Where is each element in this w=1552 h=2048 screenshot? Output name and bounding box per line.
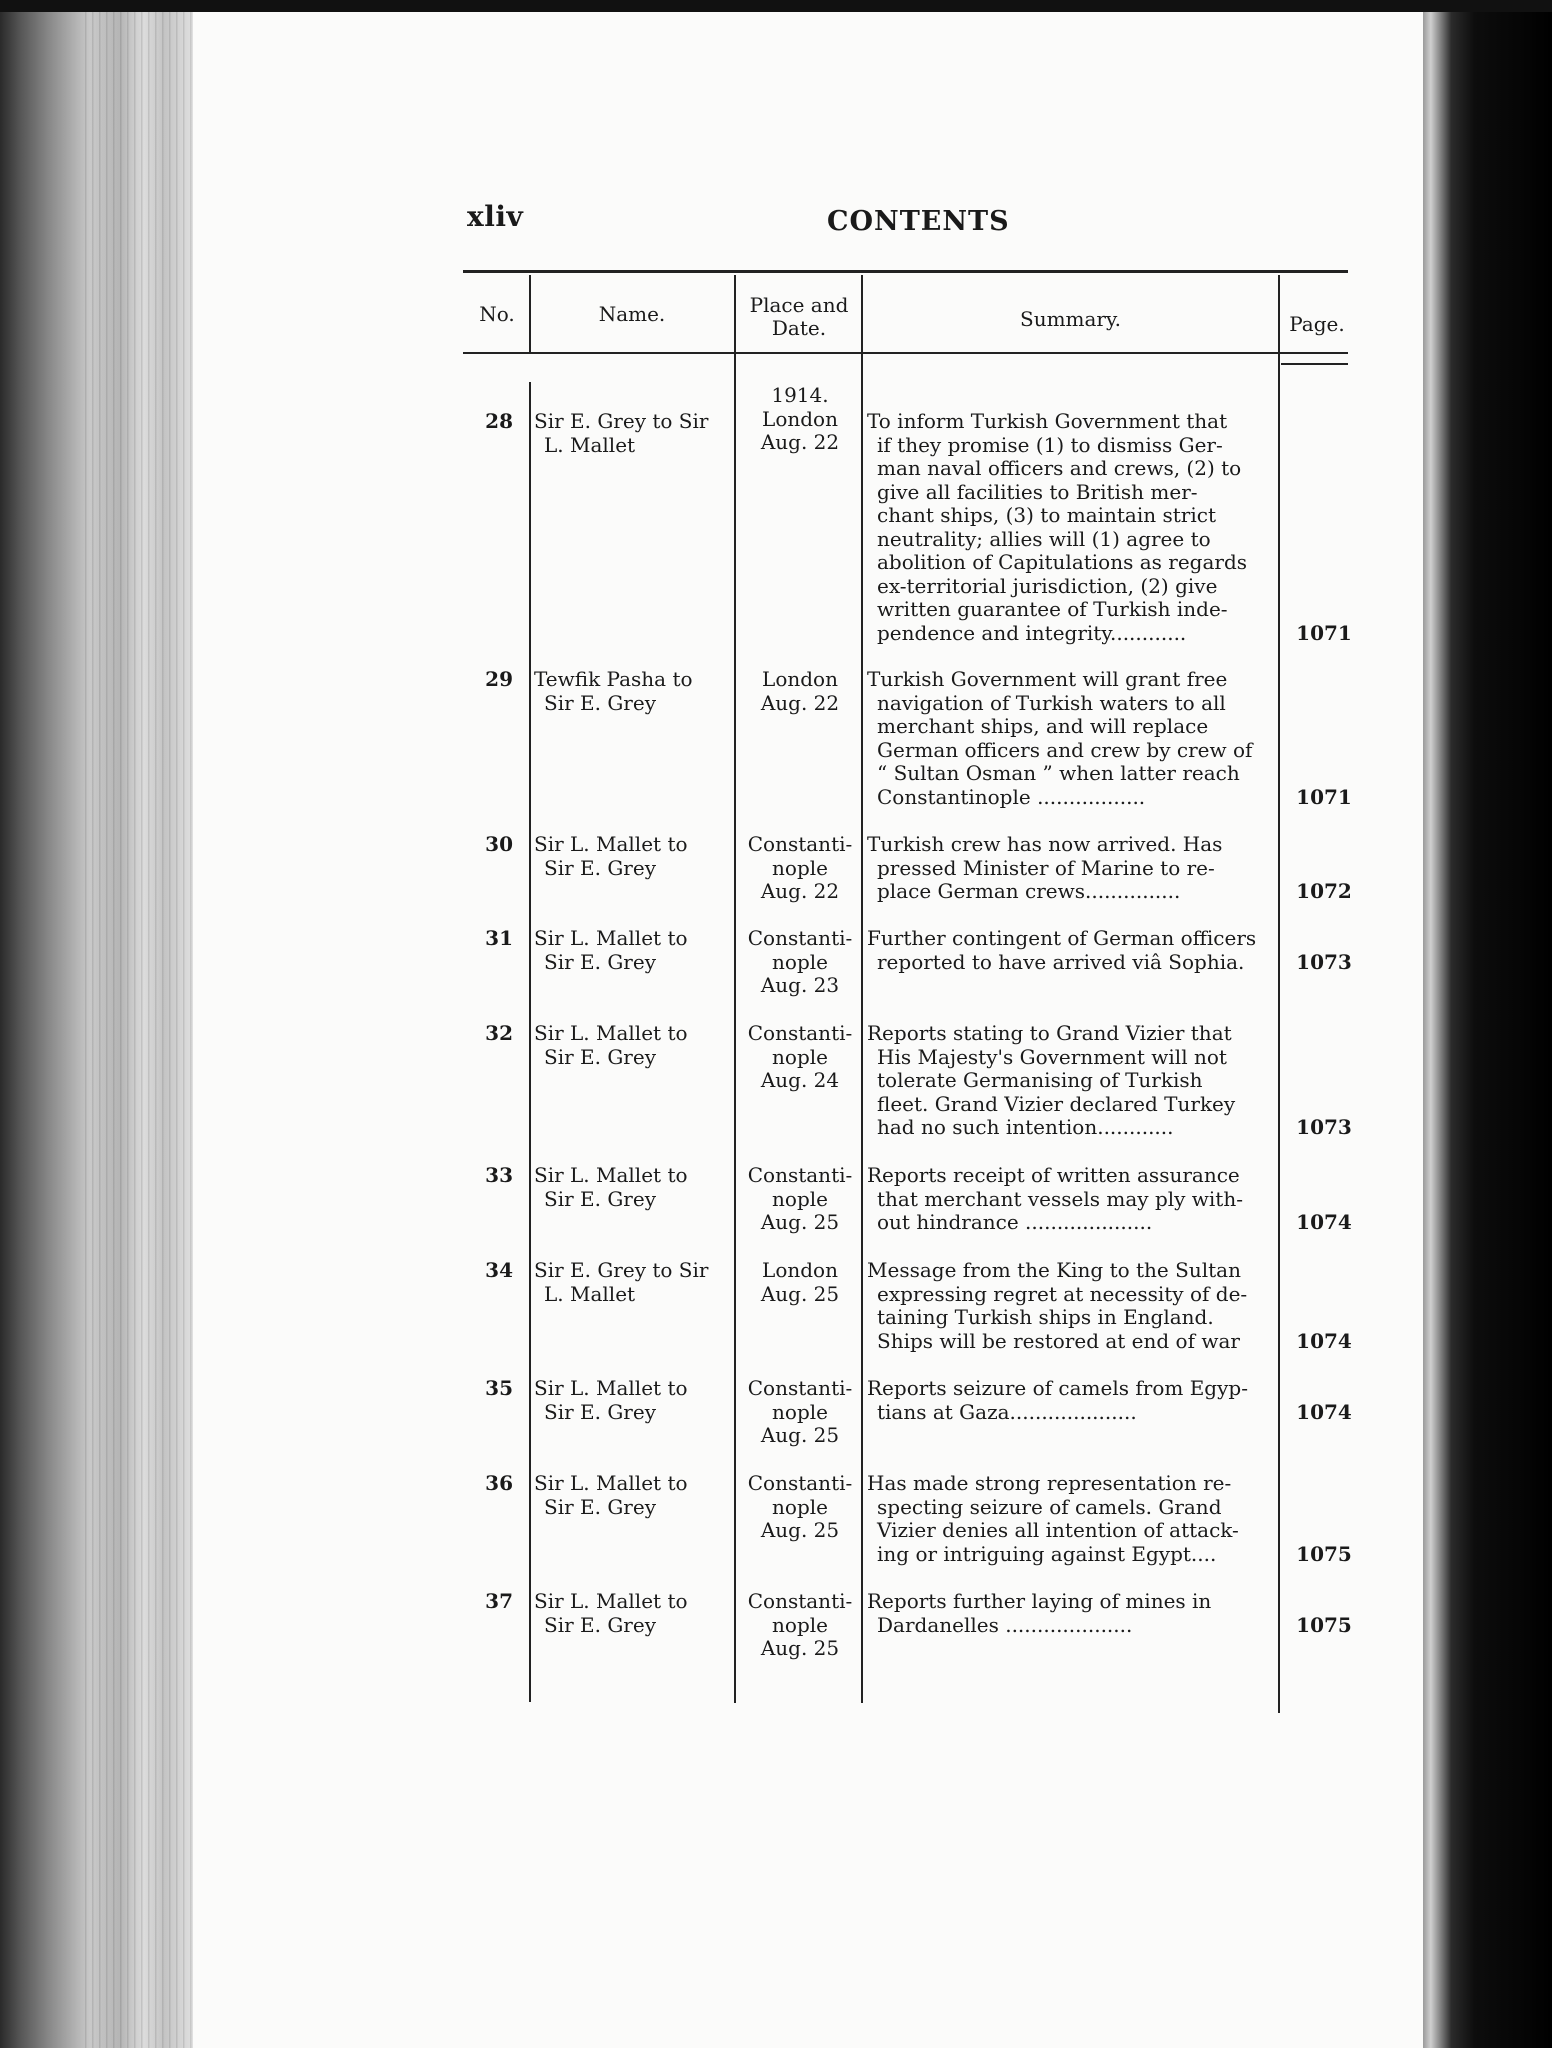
entry-number: 33 — [485, 1163, 513, 1187]
scan-border-top — [0, 0, 1552, 12]
entry-name-line: Sir E. Grey — [544, 1612, 657, 1637]
entry-summary-line: fleet. Grand Vizier declared Turkey — [877, 1092, 1236, 1116]
entry-place-date — [740, 1022, 860, 1093]
entry-place-date-line: nople — [772, 1494, 828, 1519]
entry-name — [534, 1022, 734, 1069]
entry-summary-line: To inform Turkish Government that — [867, 410, 1228, 433]
column-header-page: Page. — [1289, 312, 1345, 336]
entry-summary-line: out hindrance .................... — [877, 1211, 1153, 1234]
entry-summary-line: ex-territorial jurisdiction, (2) give — [877, 574, 1218, 598]
entry-place-date — [740, 668, 860, 715]
entry-name-line: Sir E. Grey — [544, 1494, 657, 1519]
entry-name-line: Sir E. Grey — [544, 690, 657, 715]
entry-place-date-line: nople — [772, 949, 828, 974]
entry-place-date-line: Constanti- — [747, 832, 853, 856]
entry-name-line: Sir E. Grey to Sir — [534, 409, 709, 433]
column-divider — [861, 275, 863, 1703]
scan-shadow-right — [1423, 0, 1552, 2048]
page-edge-lines — [85, 0, 195, 2048]
entry-place-date-line: nople — [772, 855, 828, 880]
entry-summary-line: pressed Minister of Marine to re- — [877, 856, 1215, 880]
entry-number: 36 — [485, 1471, 513, 1495]
entry-place-date — [740, 1259, 860, 1306]
entry-number: 30 — [485, 832, 513, 856]
entry-place-date-line: Constanti- — [747, 926, 853, 950]
entry-place-date — [740, 1590, 860, 1661]
entry-place-date-line: Aug. 25 — [760, 1281, 840, 1306]
entry-summary-line: Message from the King to the Sultan — [867, 1259, 1241, 1282]
entry-summary-line: reported to have arrived viâ Sophia. — [877, 950, 1245, 974]
column-header-place-date-line1: Place and — [749, 293, 849, 317]
entry-summary-line: written guarantee of Turkish inde- — [877, 598, 1228, 621]
entry-summary — [867, 833, 1270, 904]
entry-number: 37 — [485, 1589, 513, 1613]
entry-page: 1074 — [1296, 1399, 1352, 1424]
header-bottom-rule-double — [1281, 363, 1348, 365]
entry-summary-line: that merchant vessels may ply with- — [877, 1187, 1243, 1211]
table-top-rule — [463, 270, 1348, 273]
entry-summary-line: Vizier denies all intention of attack- — [877, 1519, 1239, 1542]
entry-place-date-line: Constanti- — [747, 1471, 853, 1495]
entry-summary-line: Reports stating to Grand Vizier that — [867, 1022, 1232, 1045]
entry-place-date-line: London — [762, 406, 838, 431]
entry-place-date-line: Constanti- — [747, 1376, 853, 1400]
entry-place-date-line: Constanti- — [747, 1163, 853, 1187]
entry-name — [534, 410, 734, 457]
entry-place-date-line: Aug. 25 — [760, 1423, 840, 1447]
entry-name-line: Sir L. Mallet to — [534, 1021, 688, 1045]
entry-summary-line: Has made strong representation re- — [867, 1472, 1232, 1495]
entry-summary-line: navigation of Turkish waters to all — [877, 691, 1226, 715]
entry-summary-line: Reports seizure of camels from Egyp- — [867, 1377, 1248, 1400]
entry-name-line: Sir E. Grey — [544, 949, 657, 974]
entry-name-line: Sir E. Grey — [544, 1044, 657, 1069]
entry-place-date — [740, 833, 860, 904]
entry-name — [534, 1164, 734, 1211]
entry-summary-line: tolerate Germanising of Turkish — [877, 1069, 1203, 1092]
entry-summary-line: abolition of Capitulations as regards — [877, 551, 1248, 574]
entry-summary-line: tians at Gaza.................... — [877, 1400, 1137, 1424]
entry-summary — [867, 1590, 1270, 1637]
entry-summary — [867, 927, 1270, 974]
entry-name — [534, 668, 734, 715]
entry-summary-line: Turkish Government will grant free — [867, 668, 1228, 691]
entry-summary-line: taining Turkish ships in England. — [877, 1306, 1214, 1329]
entry-place-date-line: Aug. 25 — [760, 1210, 840, 1234]
entry-summary-line: chant ships, (3) to maintain strict — [877, 504, 1216, 527]
column-header-name: Name. — [598, 302, 666, 326]
entry-summary — [867, 1022, 1270, 1140]
entry-place-date-line: Aug. 22 — [760, 690, 840, 715]
entry-summary-line: Ships will be restored at end of war — [877, 1329, 1240, 1353]
entry-name-line: Sir L. Mallet to — [534, 1471, 688, 1495]
entry-summary-line: His Majesty's Government will not — [877, 1045, 1227, 1069]
entry-summary — [867, 1164, 1270, 1235]
entry-name — [534, 927, 734, 974]
entry-number: 31 — [485, 926, 513, 950]
entry-place-date-line: Aug. 22 — [760, 430, 840, 454]
entry-page: 1075 — [1296, 1541, 1352, 1566]
entry-place-date — [740, 927, 860, 998]
entry-page: 1074 — [1296, 1210, 1352, 1234]
entry-name-line: Sir L. Mallet to — [534, 1163, 688, 1187]
entry-summary-line: German officers and crew by crew of — [877, 738, 1253, 762]
entry-summary-line: ing or intriguing against Egypt.... — [877, 1542, 1217, 1566]
entry-place-date-line: Aug. 25 — [760, 1636, 840, 1660]
entry-summary-line: Reports receipt of written assurance — [867, 1164, 1240, 1187]
entry-summary-line: neutrality; allies will (1) agree to — [877, 527, 1211, 551]
entry-summary-line: give all facilities to British mer- — [877, 480, 1198, 504]
entry-summary — [867, 410, 1270, 645]
entry-name-line: Sir E. Grey — [544, 855, 657, 880]
entry-page: 1075 — [1296, 1612, 1352, 1637]
entry-summary-line: man naval officers and crews, (2) to — [877, 457, 1242, 480]
entry-summary — [867, 668, 1270, 809]
entry-summary-line: merchant ships, and will replace — [877, 715, 1209, 738]
column-header-place-date-line2: Date. — [771, 316, 827, 340]
entry-name-line: L. Mallet — [544, 432, 636, 457]
entry-summary-line: Constantinople ................. — [877, 785, 1146, 809]
entry-summary-line: place German crews............... — [877, 880, 1181, 903]
entry-name-line: Sir L. Mallet to — [534, 832, 688, 856]
column-divider — [529, 275, 531, 353]
entry-name-line: Sir L. Mallet to — [534, 1376, 688, 1400]
entry-page: 1071 — [1296, 784, 1352, 809]
entry-summary-line: Reports further laying of mines in — [867, 1590, 1212, 1613]
entry-summary-line: “ Sultan Osman ” when latter reach — [877, 762, 1240, 785]
entry-page: 1072 — [1296, 879, 1352, 903]
entry-page: 1074 — [1296, 1328, 1352, 1353]
entry-place-date-line: London — [762, 667, 838, 691]
entry-name — [534, 1590, 734, 1637]
entry-place-date — [740, 1377, 860, 1448]
entry-summary — [867, 1377, 1270, 1424]
entry-place-date-line: Aug. 22 — [760, 879, 840, 903]
entry-place-date-line: nople — [772, 1399, 828, 1424]
entry-summary-line: Turkish crew has now arrived. Has — [867, 833, 1223, 856]
entry-place-date-line: 1914. — [771, 383, 829, 407]
page-heading: CONTENTS — [827, 206, 1010, 237]
entry-summary-line: specting seizure of camels. Grand — [877, 1495, 1222, 1519]
entry-page: 1073 — [1296, 949, 1352, 974]
entry-summary-line: pendence and integrity............ — [877, 621, 1187, 645]
column-divider — [529, 382, 531, 1702]
column-header-summary: Summary. — [1020, 307, 1121, 331]
entry-place-date-line: Aug. 24 — [760, 1068, 840, 1092]
entry-place-date-line: Constanti- — [747, 1589, 853, 1613]
entry-summary-line: had no such intention............ — [877, 1116, 1174, 1139]
header-bottom-rule — [463, 352, 1348, 354]
entry-name — [534, 833, 734, 880]
entry-summary-line: Dardanelles .................... — [877, 1613, 1133, 1637]
entry-place-date-line: nople — [772, 1044, 828, 1069]
entry-number: 34 — [485, 1258, 513, 1282]
entry-number: 32 — [485, 1021, 513, 1045]
entry-name-line: Sir E. Grey — [544, 1186, 657, 1211]
entry-place-date-line: London — [762, 1258, 838, 1282]
column-header-place-date — [737, 294, 861, 340]
entry-place-date — [740, 1164, 860, 1235]
column-divider — [734, 275, 736, 1703]
entry-place-date-line: nople — [772, 1186, 828, 1211]
entry-place-date — [740, 1472, 860, 1543]
entry-number: 29 — [485, 667, 513, 691]
entry-summary-line: if they promise (1) to dismiss Ger- — [877, 433, 1223, 457]
entry-place-date-line: nople — [772, 1612, 828, 1637]
entry-summary — [867, 1472, 1270, 1566]
entry-name — [534, 1472, 734, 1519]
entry-summary — [867, 1259, 1270, 1353]
entry-number: 35 — [485, 1376, 513, 1400]
page-number: xliv — [467, 200, 524, 233]
entry-name — [534, 1259, 734, 1306]
entry-name-line: Sir E. Grey to Sir — [534, 1258, 709, 1282]
entry-place-date — [740, 384, 860, 455]
entry-name-line: Sir L. Mallet to — [534, 926, 688, 950]
entry-name-line: Sir L. Mallet to — [534, 1589, 688, 1613]
entry-summary-line: expressing regret at necessity of de- — [877, 1282, 1248, 1306]
entry-place-date-line: Constanti- — [747, 1021, 853, 1045]
entry-name-line: L. Mallet — [544, 1281, 636, 1306]
entry-page: 1073 — [1296, 1115, 1352, 1139]
entry-number: 28 — [485, 409, 513, 433]
entry-summary-line: Further contingent of German officers — [867, 927, 1257, 950]
entry-page: 1071 — [1296, 620, 1352, 645]
entry-name-line: Sir E. Grey — [544, 1399, 657, 1424]
entry-name — [534, 1377, 734, 1424]
entry-place-date-line: Aug. 23 — [760, 973, 840, 997]
entry-name-line: Tewfik Pasha to — [534, 667, 693, 691]
column-divider — [1278, 275, 1280, 1713]
column-header-no: No. — [479, 302, 515, 326]
entry-place-date-line: Aug. 25 — [760, 1518, 840, 1542]
